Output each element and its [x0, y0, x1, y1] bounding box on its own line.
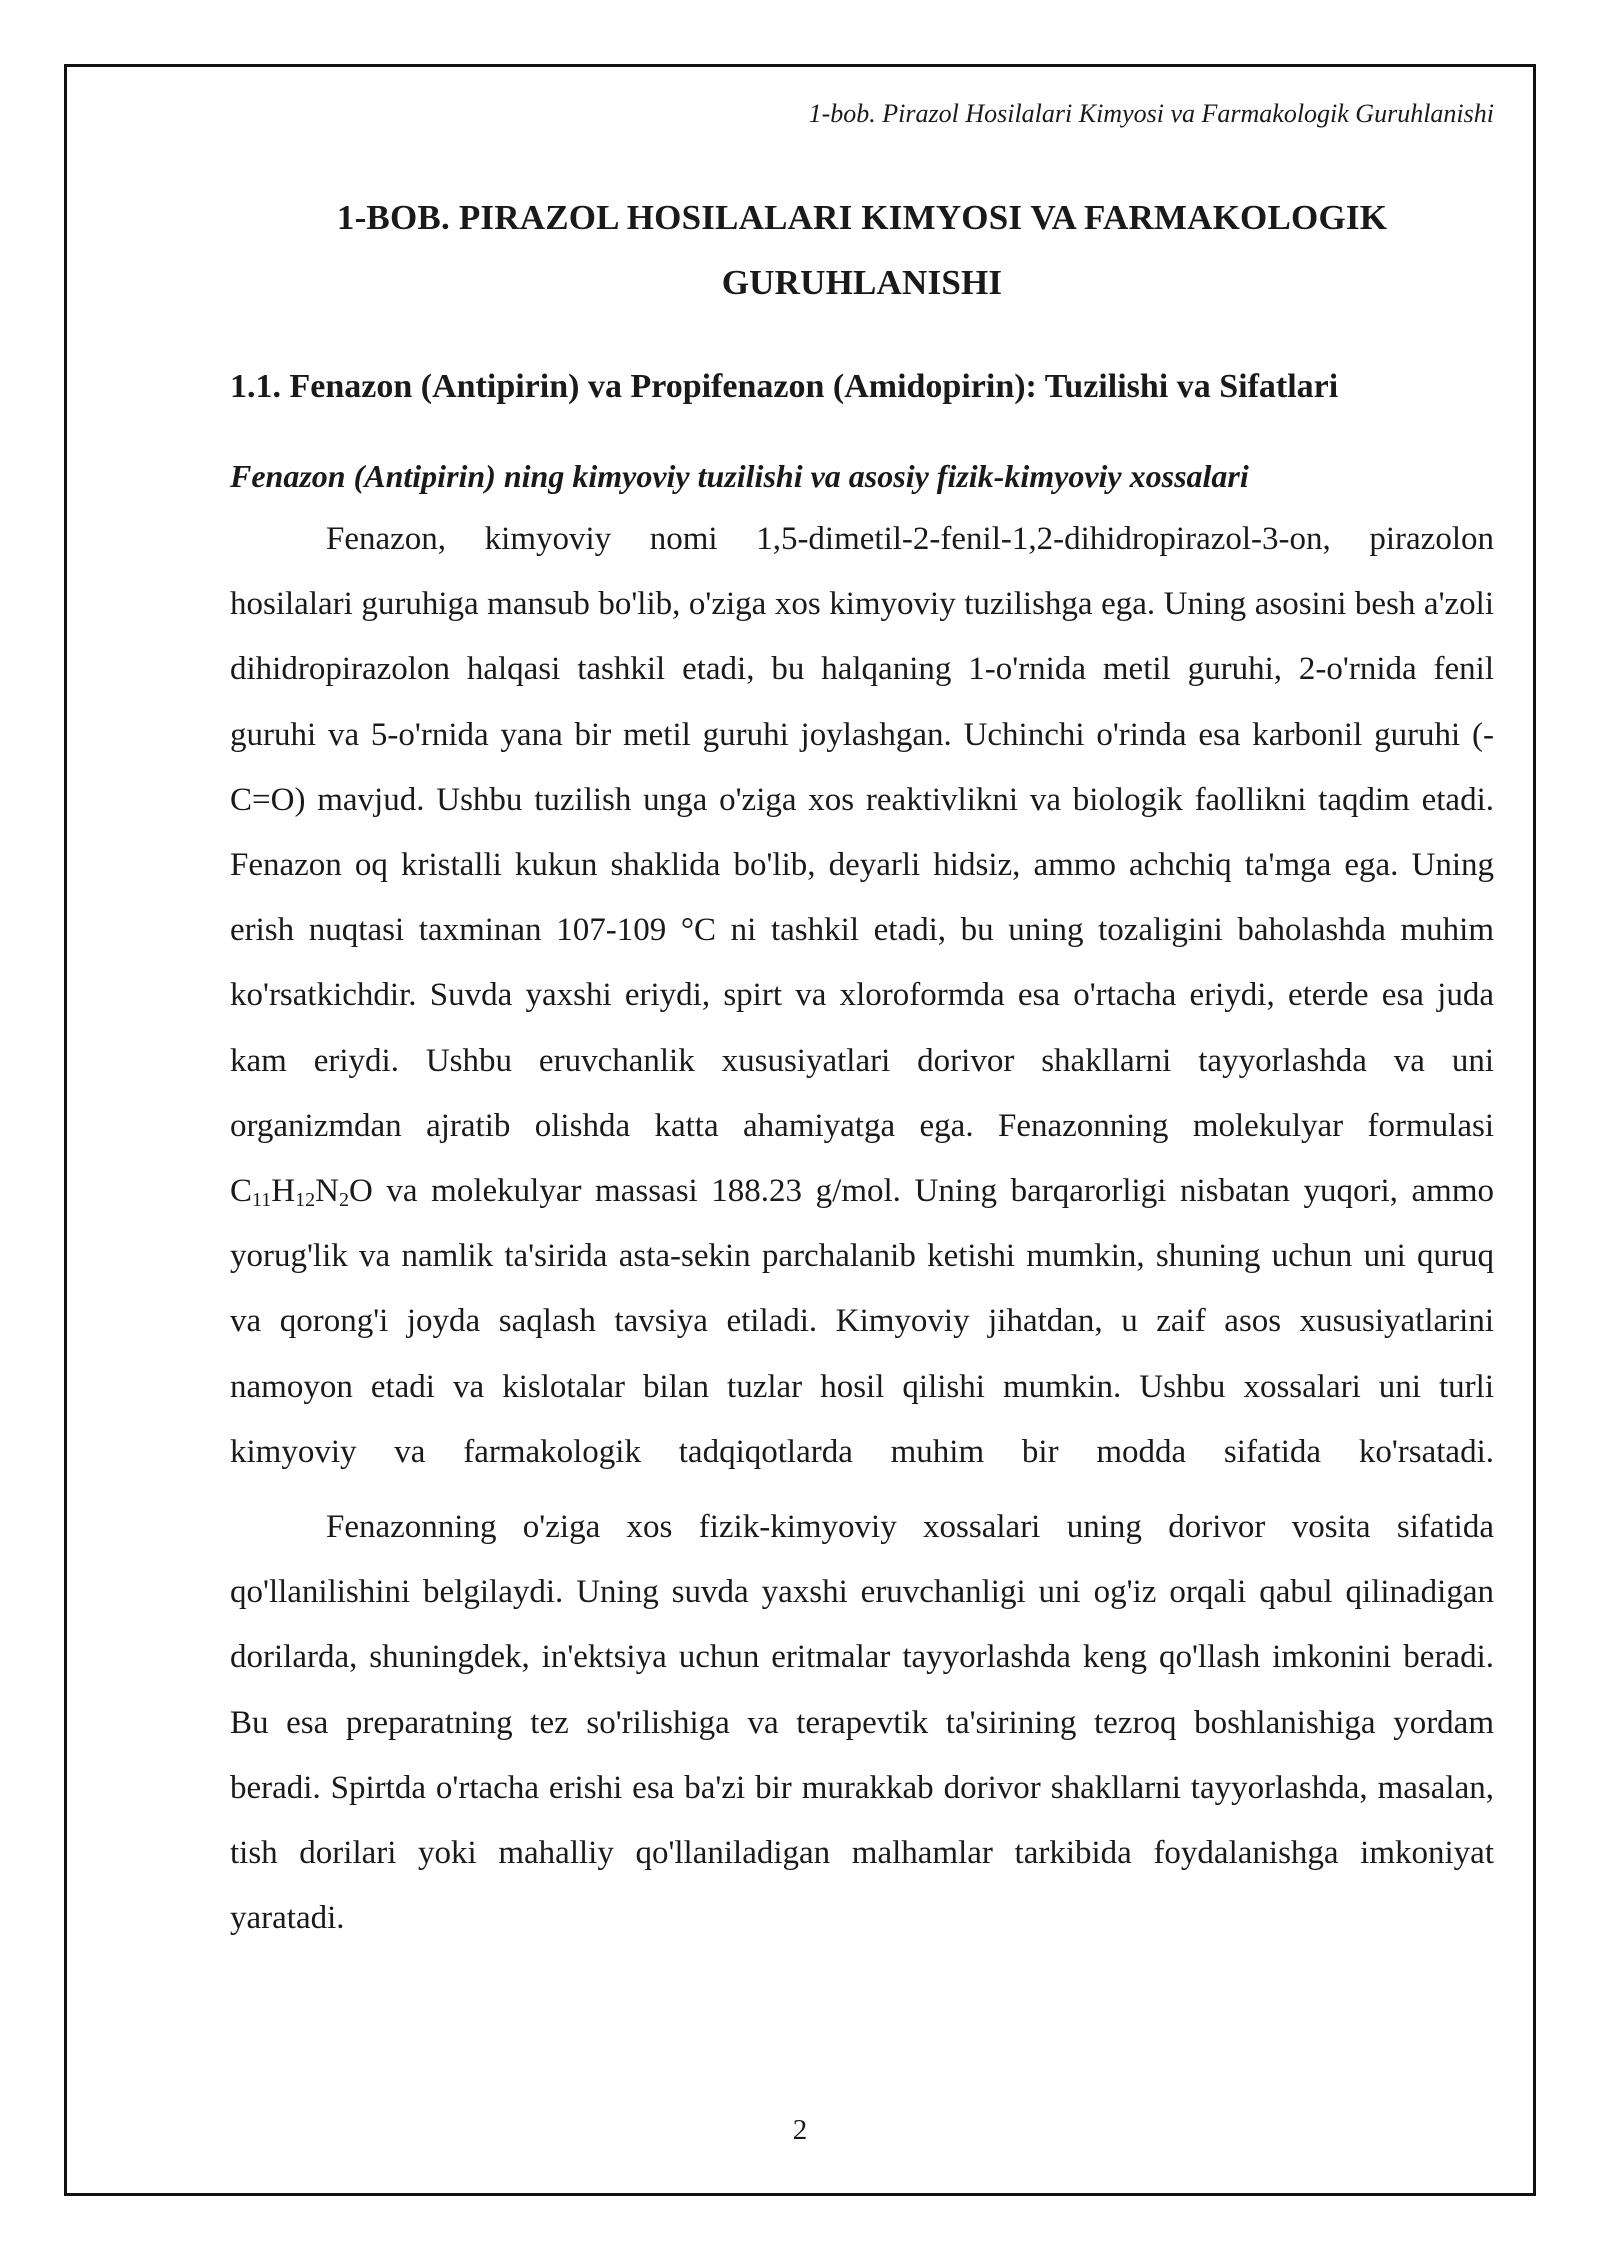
subsection-title: Fenazon (Antipirin) ning kimyoviy tuzilishi va asosiy fizik-kimyoviy xossalari [230, 458, 1249, 494]
formula-carbon: C [230, 1173, 253, 1210]
page-content [230, 185, 1494, 1951]
chapter-title [230, 185, 1494, 315]
section-title: 1.1. Fenazon (Antipirin) va Propifenazon (Amidopirin): Tuzilishi va Sifatlari [230, 368, 1339, 405]
page-number: 2 [792, 2114, 808, 2146]
formula-nitrogen: N [315, 1173, 339, 1210]
body-paragraph-1 [230, 507, 1494, 1485]
formula-oxygen: O [348, 1173, 373, 1210]
chapter-title-line-1: 1-BOB. PIRAZOL HOSILALARI KIMYOSI VA FARMAKOLOGIK [336, 198, 1388, 237]
paragraph-1-text-start: Fenazon, kimyoviy nomi 1,5-dimetil-2-fenil-1,2-dihidropirazol-3-on, pirazolon hosilalari guruhiga mansub bo'lib, o'ziga xos kimyoviy tuzilishga ega. Uning asosini besh a'zoli dihidropirazolon halqasi tashkil etadi, bu halqaning 1-o'rnida metil guruhi, 2-o'rnida fenil guruhi va 5-o'rnida yana bir metil guruhi joylashgan. Uchinchi o'rinda esa karbonil guruhi (-C=O) mavjud. Ushbu tuzilish unga o'ziga xos reaktivlikni va biologik faollikni taqdim etadi. Fenazon oq kristalli kukun shaklida bo'lib, deyarli hidsiz, ammo achchiq ta'mga ega. Uning erish nuqtasi taxminan 107-109 °C ni tashkil etadi, bu uning tozaligini baholashda muhim ko'rsatkichdir. Suvda yaxshi eriydi, spirt va xloroformda esa o'rtacha eriydi, eterde esa juda kam eriydi. Ushbu eruvchanlik xususiyatlari dorivor shakllarni tayyorlashda va uni organizmdan ajratib olishda katta ahamiyatga ega. Fenazonning molekulyar formulasi [230, 521, 1494, 1144]
formula-hydrogen-count: 12 [295, 1189, 316, 1212]
formula-carbon-count: 11 [252, 1189, 272, 1212]
molecular-formula [230, 1173, 373, 1212]
chapter-title-line-2: GURUHLANISHI [721, 263, 1003, 302]
formula-nitrogen-count: 2 [338, 1189, 349, 1212]
running-header: 1-bob. Pirazol Hosilalari Kimyosi va Farmakologik Guruhlanishi [808, 99, 1494, 128]
formula-hydrogen: H [271, 1173, 296, 1210]
paragraph-1-text-end: va molekulyar massasi 188.23 g/mol. Uning barqarorligi nisbatan yuqori, ammo yorug'lik va namlik ta'sirida asta-sekin parchalanib ketishi mumkin, shuning uchun uni quruq va qorong'i joyda saqlash tavsiya etiladi. Kimyoviy jihatdan, u zaif asos xususiyatlarini namoyon etadi va kislotalar bilan tuzlar hosil qilishi mumkin. Ushbu xossalari uni turli kimyoviy va farmakologik tadqiqotlarda muhim bir modda sifatida ko'rsatadi. [230, 1173, 1495, 1470]
body-paragraph-2: Fenazonning o'ziga xos fizik-kimyoviy xossalari uning dorivor vosita sifatida qo'llanilishini belgilaydi. Uning suvda yaxshi eruvchanligi uni og'iz orqali qabul qilinadigan dorilarda, shuningdek, in'ektsiya uchun eritmalar tayyorlashda keng qo'llash imkonini beradi. Bu esa preparatning tez so'rilishiga va terapevtik ta'sirining tezroq boshlanishiga yordam beradi. Spirtda o'rtacha erishi esa ba'zi bir murakkab dorivor shakllarni tayyorlashda, masalan, tish dorilari yoki mahalliy qo'llaniladigan malhamlar tarkibida foydalanishga imkoniyat yaratadi. [230, 1509, 1494, 1937]
